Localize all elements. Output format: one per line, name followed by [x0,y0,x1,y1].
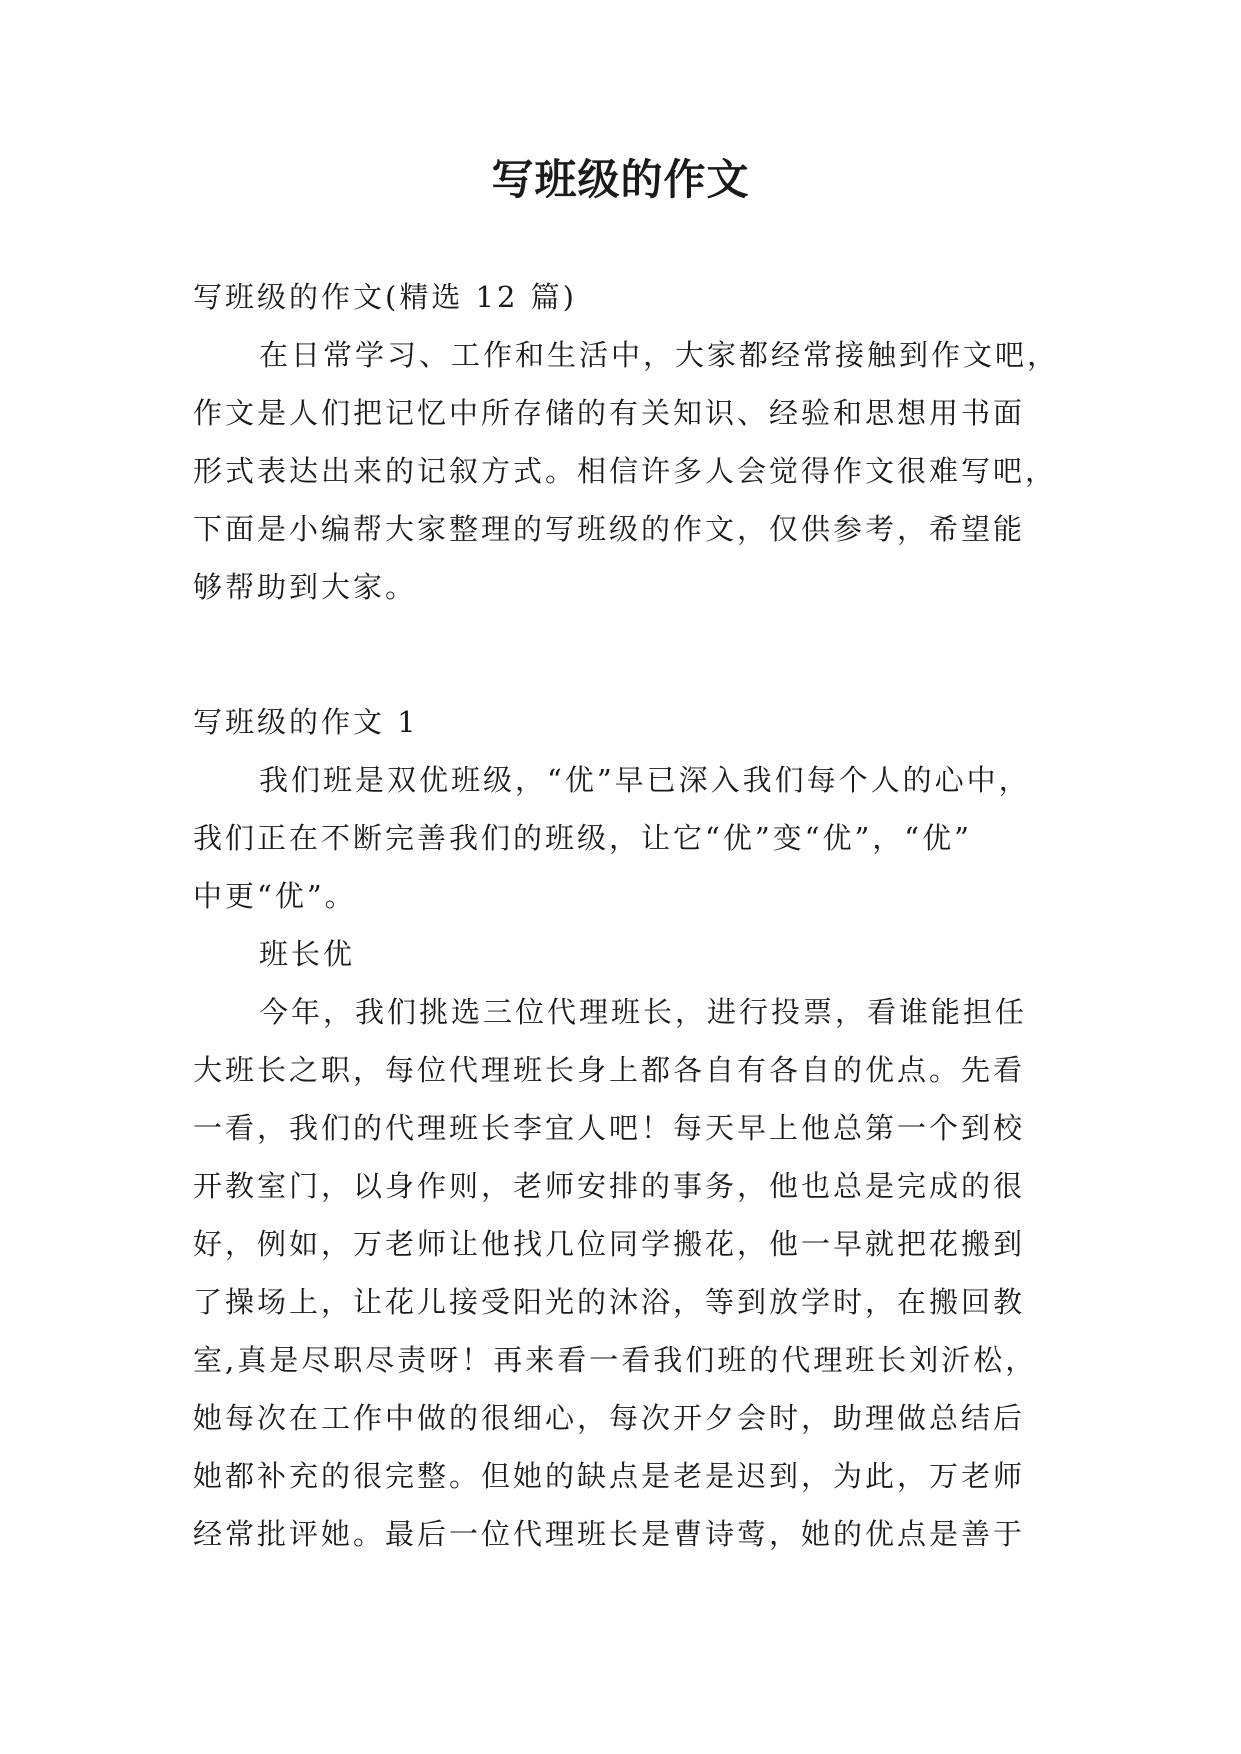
section-heading: 写班级的作文 1 [193,705,419,739]
paragraph-line: 一看，我们的代理班长李宜人吧！每天早上他总第一个到校 [193,1111,1026,1145]
document-title: 写班级的作文 [491,155,750,204]
paragraph-line: 大班长之职，每位代理班长身上都各自有各自的优点。先看 [193,1053,1026,1087]
intro-line: 下面是小编帮大家整理的写班级的作文，仅供参考，希望能 [193,512,1026,546]
intro-block [193,268,1060,616]
intro-line: 够帮助到大家。 [193,570,418,604]
intro-line: 在日常学习、工作和生活中，大家都经常接触到作文吧， [259,338,1060,372]
section-1 [193,693,1053,1563]
document-subtitle: 写班级的作文(精选 12 篇) [193,280,577,314]
paragraph-line: 好，例如，万老师让他找几位同学搬花，他一早就把花搬到 [193,1227,1026,1261]
paragraph-line: 开教室门，以身作则，老师安排的事务，他也总是完成的很 [193,1169,1026,1203]
section-intro-line: 我们正在不断完善我们的班级，让它“优”变“优”，“优” [193,821,972,855]
section-intro-line: 我们班是双优班级，“优”早已深入我们每个人的心中， [259,763,1031,797]
intro-line: 作文是人们把记忆中所存储的有关知识、经验和思想用书面 [193,396,1026,430]
section-intro-line: 中更“优”。 [193,879,357,913]
paragraph-line: 了操场上，让花儿接受阳光的沐浴，等到放学时，在搬回教 [193,1285,1026,1319]
paragraph-line: 她每次在工作中做的很细心，每次开夕会时，助理做总结后 [193,1401,1026,1435]
paragraph-line: 室,真是尽职尽责呀！再来看一看我们班的代理班长刘沂松， [193,1343,1038,1377]
paragraph-line: 她都补充的很完整。但她的缺点是老是迟到，为此，万老师 [193,1459,1026,1493]
intro-line: 形式表达出来的记叙方式。相信许多人会觉得作文很难写吧， [193,454,1058,488]
sub-heading: 班长优 [259,937,356,971]
paragraph-line: 今年，我们挑选三位代理班长，进行投票，看谁能担任 [259,995,1028,1029]
paragraph-line: 经常批评她。最后一位代理班长是曹诗莺，她的优点是善于 [193,1517,1026,1551]
